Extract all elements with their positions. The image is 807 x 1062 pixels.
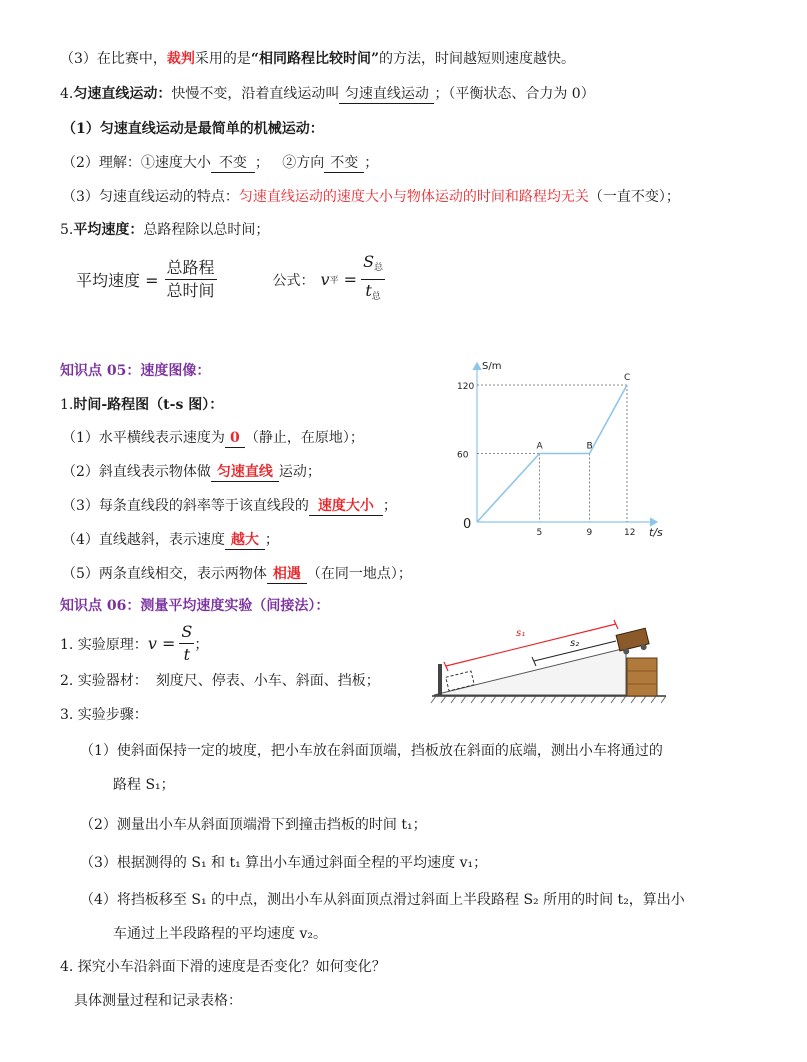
average-speed-heading — [60, 220, 269, 240]
ts-item-1-post: （静止，在原地）； — [244, 430, 364, 446]
ts-item-1 — [62, 428, 364, 448]
formula-fraction — [165, 257, 217, 302]
judge-suffix: 的方法，时间越短则速度越快。 — [379, 51, 576, 67]
speed-answer: 不变 — [211, 154, 255, 173]
x-axis-label: t/s — [649, 526, 663, 539]
question-4-sub: 具体测量过程和记录表格： — [74, 993, 242, 1009]
ts-item-2-answer: 匀速直线 — [211, 463, 279, 482]
simplest-motion-line: （1）匀速直线运动是最简单的机械运动： — [62, 121, 324, 137]
ts-item-5-post: （在同一地点）； — [306, 566, 412, 582]
formula-v: v — [320, 270, 330, 289]
uniform-motion-suffix: ；（平衡状态、合力为 0） — [434, 86, 595, 102]
characteristics-answer: 匀速直线运动的速度大小与物体运动的时间和路程均无关 — [238, 189, 589, 205]
ts-number: 1. — [60, 397, 74, 413]
knowledge-point-05-title: 知识点 05：速度图像： — [60, 363, 211, 379]
equipment-label: 2. 实验器材： — [60, 673, 148, 689]
uniform-motion-text: 快慢不变，沿着直线运动叫 — [171, 86, 340, 102]
step-4-line-2: 车通过上半段路程的平均速度 v₂。 — [113, 926, 327, 942]
ground-hatching — [431, 696, 666, 703]
characteristics-line — [62, 187, 680, 207]
average-speed-text: 总路程除以总时间； — [143, 222, 270, 238]
point-label-A: A — [536, 441, 543, 452]
ts-item-2 — [62, 462, 321, 482]
formula-denominator: 总时间 — [166, 281, 215, 300]
characteristics-prefix: （3）匀速直线运动的特点： — [62, 189, 239, 205]
formula-v-sub: 平 — [329, 276, 339, 286]
ts-item-1-answer: 0 — [225, 429, 245, 448]
direction-answer: 不变 — [324, 154, 364, 173]
ts-item-4-answer: 越大 — [225, 531, 265, 550]
formula-t: $t_总$ — [365, 281, 381, 302]
steps-label: 3. 实验步骤： — [60, 707, 148, 723]
principle-semicolon: ； — [194, 636, 209, 653]
ts-item-4 — [62, 530, 279, 550]
understanding-prefix: （2）理解：①速度大小 — [62, 155, 211, 171]
ts-item-2-post: 运动； — [278, 464, 321, 480]
uniform-motion-definition — [60, 84, 595, 104]
judge-quote: “相同路程比较时间” — [250, 51, 380, 67]
ts-item-4-pre: （4）直线越斜，表示速度 — [62, 532, 225, 548]
ts-item-1-pre: （1）水平横线表示速度为 — [62, 430, 225, 446]
ts-item-3 — [62, 496, 397, 516]
x-tick-9: 9 — [586, 528, 593, 538]
judge-prefix: （3）在比赛中， — [60, 51, 167, 67]
step-1-line-2: 路程 S₁； — [113, 777, 175, 793]
y-tick-120: 120 — [457, 382, 475, 392]
ts-item-4-post: ； — [264, 532, 279, 548]
formula-lhs: 平均速度 = — [76, 271, 159, 290]
principle-label: 1. 实验原理： — [60, 636, 148, 653]
knowledge-point-06-title: 知识点 06：测量平均速度实验（间接法）： — [60, 598, 330, 614]
ts-chart — [440, 355, 680, 545]
understanding-line — [62, 153, 378, 173]
section-4-number: 4. — [60, 86, 74, 102]
question-4: 4. 探究小车沿斜面下滑的速度是否变化？如何变化？ — [60, 959, 386, 975]
uniform-motion-term: 匀速直线运动： — [73, 86, 172, 102]
ts-series-line — [477, 385, 627, 522]
ts-item-3-pre: （3）每条直线段的斜率等于该直线段的 — [62, 498, 309, 514]
origin-label: 0 — [463, 517, 472, 532]
incline-diagram — [430, 616, 670, 706]
y-axis-label: S/m — [482, 361, 502, 372]
equipment-list: 刻度尺、停表、小车、斜面、挡板； — [155, 673, 380, 689]
understanding-suffix: ； — [364, 155, 379, 171]
step-2: （2）测量出小车从斜面顶端滑下到撞击挡板的时间 t₁； — [80, 817, 427, 833]
support-block — [627, 658, 657, 696]
principle-t: t — [183, 645, 191, 664]
principle-s: S — [179, 621, 194, 644]
formula-numerator: 总路程 — [165, 257, 217, 280]
s2-label: s₂ — [570, 638, 580, 649]
step-3: （3）根据测得的 S₁ 和 t₁ 算出小车通过斜面全程的平均速度 v₁； — [80, 855, 488, 871]
ts-item-5-answer: 相遇 — [267, 565, 307, 584]
average-speed-term: 平均速度： — [73, 222, 144, 238]
ts-item-2-pre: （2）斜直线表示物体做 — [62, 464, 211, 480]
characteristics-suffix: （一直不变）； — [588, 189, 680, 205]
s1-label: s₁ — [516, 628, 526, 639]
judge-mid: 采用的是 — [194, 51, 251, 67]
ts-item-3-post: ； — [382, 498, 397, 514]
ts-item-5-pre: （5）两条直线相交，表示两物体 — [62, 566, 267, 582]
ts-item-3-answer: 速度大小 — [309, 497, 383, 516]
step-1-line-1: （1）使斜面保持一定的坡度，把小车放在斜面顶端，挡板放在斜面的底端，测出小车将通过的 — [80, 743, 663, 759]
uniform-motion-answer: 匀速直线运动 — [339, 85, 434, 104]
x-tick-12: 12 — [624, 528, 636, 538]
formula-symbolic-fraction — [361, 251, 385, 308]
point-label-B: B — [586, 441, 593, 452]
x-tick-5: 5 — [536, 528, 543, 538]
section-5-number: 5. — [60, 222, 74, 238]
equipment-line — [60, 671, 380, 691]
ts-item-5 — [62, 564, 412, 584]
principle-v: v — [147, 634, 157, 653]
understanding-mid: ； ②方向 — [254, 155, 325, 171]
step-4-line-1: （4）将挡板移至 S₁ 的中点，测出小车从斜面顶点滑过斜面上半段路程 S₂ 所用的时间 t₂，算出小 — [80, 892, 685, 908]
formula-equals: = — [338, 270, 358, 289]
ts-graph-heading — [60, 395, 223, 415]
judge-term: 裁判 — [166, 51, 195, 67]
point-label-C: C — [624, 373, 631, 383]
barrier — [438, 664, 442, 695]
formula-label: 公式： — [272, 272, 315, 289]
judge-paragraph — [60, 49, 575, 69]
experiment-principle — [60, 621, 208, 666]
principle-equals: = — [156, 634, 176, 653]
average-speed-formula — [76, 251, 385, 308]
formula-s: $S_总$ — [361, 251, 385, 280]
principle-fraction — [179, 621, 194, 666]
y-tick-60: 60 — [457, 450, 469, 461]
ts-heading-text: 时间-路程图（t-s 图）： — [73, 397, 224, 413]
